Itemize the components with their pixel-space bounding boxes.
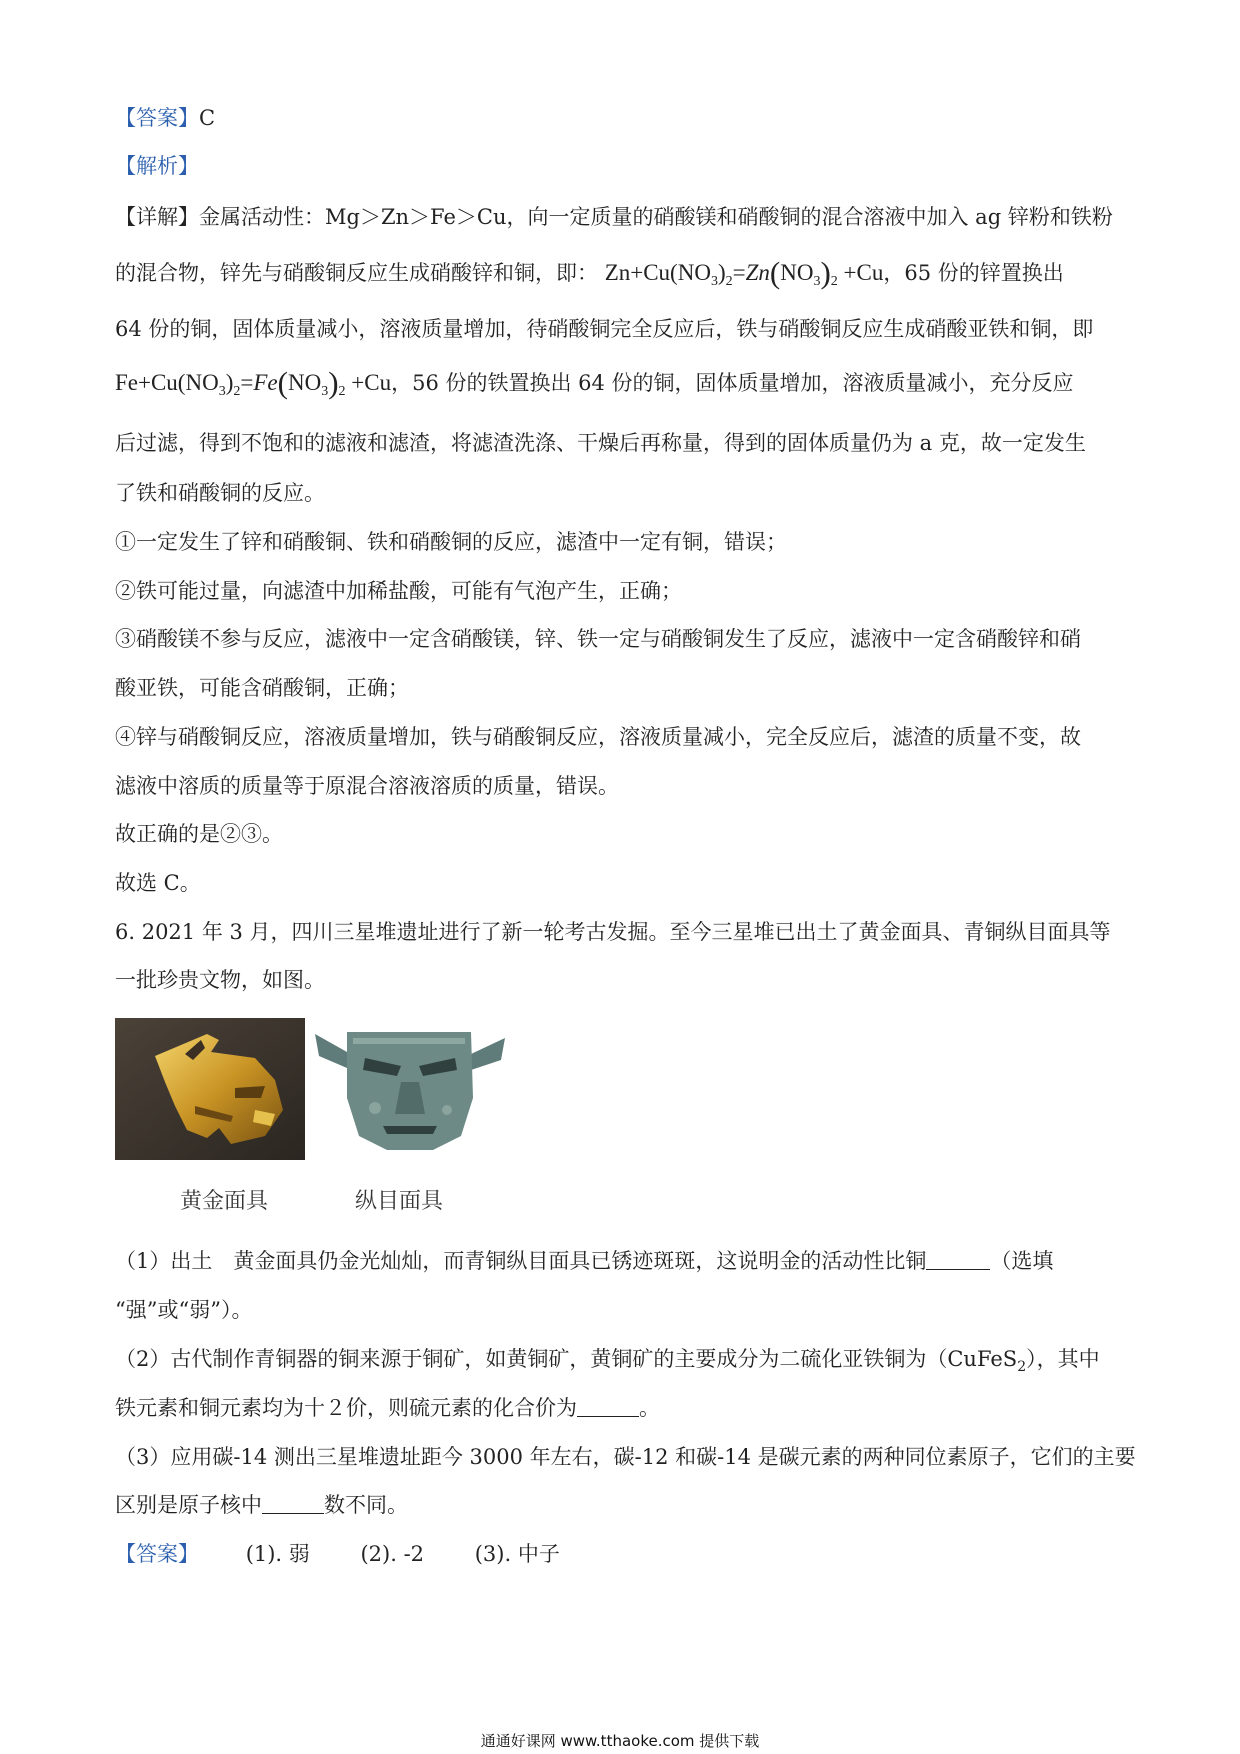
bronze-mask-caption: 纵目面具 — [355, 1189, 444, 1214]
conclusion: 故正确的是②③。 — [115, 822, 283, 846]
answer-blank-2 — [577, 1398, 639, 1417]
detail-line-4 — [115, 365, 1074, 407]
answer-line-6 — [115, 1539, 560, 1569]
answer-6-2: (2). -2 — [360, 1542, 425, 1566]
answer-6-3: (3). 中子 — [474, 1542, 560, 1566]
question6-line-1: 6. 2021 年 3 月，四川三星堆遗址进行了新一轮考古发掘。至今三星堆已出土了黄金面具、青铜纵目面具等 — [115, 920, 1111, 944]
item-2: ②铁可能过量，向滤渣中加稀盐酸，可能有气泡产生，正确； — [115, 579, 682, 603]
answer-tag-6: 【答案】 — [115, 1542, 199, 1566]
detail-line-3: 64 份的铜，固体质量减小，溶液质量增加，待硝酸铜完全反应后，铁与硝酸铜反应生成硝酸亚铁和铜，即 — [115, 317, 1094, 341]
q1-line-2: “强”或“弱”）。 — [115, 1298, 253, 1322]
detail-line-6: 了铁和硝酸铜的反应。 — [115, 481, 325, 505]
detail-text-2b: ，65 份的锌置换出 — [883, 261, 1064, 285]
item-4b: 滤液中溶质的质量等于原混合溶液溶质的质量，错误。 — [115, 774, 619, 798]
detail-line-5: 后过滤，得到不饱和的滤液和滤渣，将滤渣洗涤、干燥后再称量，得到的固体质量仍为 a 克，故一定发生 — [115, 431, 1086, 455]
q3-line-2: 区别是原子核中 数不同。 — [115, 1493, 408, 1517]
answer-6-1: (1). 弱 — [245, 1542, 310, 1566]
question6-line-2: 一批珍贵文物，如图。 — [115, 968, 325, 992]
analysis-line — [115, 151, 199, 181]
item-1: ①一定发生了锌和硝酸铜、铁和硝酸铜的反应，滤渣中一定有铜，错误； — [115, 530, 787, 554]
artifact-figures — [115, 1018, 515, 1218]
gold-mask-caption: 黄金面具 — [180, 1189, 269, 1214]
detail-text-1: 金属活动性：Mg＞Zn＞Fe＞Cu，向一定质量的硝酸镁和硝酸铜的混合溶液中加入 ag 锌粉和铁粉 — [199, 205, 1113, 229]
answer-blank-1 — [926, 1251, 990, 1270]
q2-line-1: （2）古代制作青铜器的铜来源于铜矿，如黄铜矿，黄铜矿的主要成分为二硫化亚铁铜为（CuFeS$_2$），其中 — [115, 1347, 1100, 1375]
analysis-tag: 【解析】 — [115, 154, 199, 178]
equation-iron: $Fe+Cu(NO_3)_2=Fe(NO_3)_2 +Cu$ — [115, 365, 392, 400]
answer-line — [115, 103, 215, 133]
answer-blank-3 — [262, 1495, 324, 1514]
answer-value: C — [199, 106, 216, 130]
item-4a: ④锌与硝酸铜反应，溶液质量增加，铁与硝酸铜反应，溶液质量减小，完全反应后，滤渣的质量不变，故 — [115, 725, 1081, 749]
detail-tag: 【详解】 — [115, 205, 199, 229]
bronze-mask-image — [305, 1018, 515, 1160]
item-3a: ③硝酸镁不参与反应，滤液中一定含硝酸镁，锌、铁一定与硝酸铜发生了反应，滤液中一定含硝酸锌和硝 — [115, 627, 1081, 651]
choice: 故选 C。 — [115, 871, 201, 895]
q2-line-2: 铁元素和铜元素均为十２价，则硫元素的化合价为 。 — [115, 1396, 660, 1420]
detail-line-2 — [115, 255, 1064, 297]
q3-line-1: （3）应用碳-14 测出三星堆遗址距今 3000 年左右，碳-12 和碳-14 是碳元素的两种同位素原子，它们的主要 — [115, 1445, 1136, 1469]
detail-text-2: 的混合物，锌先与硝酸铜反应生成硝酸锌和铜，即： — [115, 261, 598, 285]
gold-mask-image — [115, 1018, 305, 1160]
item-3b: 酸亚铁，可能含硝酸铜，正确； — [115, 676, 409, 700]
detail-text-4: ，56 份的铁置换出 64 份的铜，固体质量增加，溶液质量减小，充分反应 — [391, 371, 1074, 395]
footer-text: 通通好课网 www.tthaoke.com 提供下载 — [480, 1732, 760, 1750]
detail-line-1 — [115, 202, 1113, 232]
q1-line-1: （1）出土 黄金面具仍金光灿灿，而青铜纵目面具已锈迹斑斑，这说明金的活动性比铜 （选填 — [115, 1249, 1054, 1273]
equation-zinc: $Zn+Cu(NO_3)_2=Zn(NO_3)_2 +Cu$ — [604, 255, 884, 290]
answer-tag: 【答案】 — [115, 106, 199, 130]
